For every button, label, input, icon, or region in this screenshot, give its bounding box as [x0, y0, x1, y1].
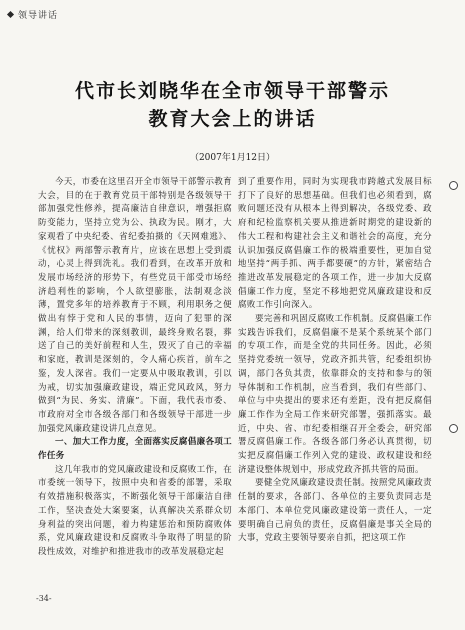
section-label-text: 领导讲话	[18, 11, 59, 21]
paragraph: 要健全党风廉政建设责任制。按照党风廉政责任制的要求，各部门、各单位的主要负责同志是本部门、本单位党风廉政建设第一责任人，一定要明确自己肩负的责任，反腐倡廉是事关全局的大事，党政主要领导要亲自抓，把这项工作	[238, 478, 433, 544]
diamond-bullet-icon	[7, 11, 14, 18]
section-heading: 一、加大工作力度，全面落实反腐倡廉各项工作任务	[38, 437, 233, 462]
speech-date: （2007年1月12日）	[189, 153, 276, 163]
title-line-2: 教育大会上的讲话	[148, 108, 317, 130]
paragraph: 要完善和巩固反腐败工作机制。反腐倡廉工作实践告诉我们，反腐倡廉不是某个系统某个部门的专项工作，而是全党的共同任务。因此，必须坚持党委统一领导，党政齐抓共管，纪委组织协调，部门各负其责，依靠群众的支持和参与的领导体制和工作机制，应当看到，我们有些部门、单位与中央提出的要求还有差距，没有把反腐倡廉工作作为全局工作来研究部署，强抓落实。最近，中央、省、市纪委相继召开全委会，研究部署反腐倡廉工作。各级各部门务必认真贯彻，切实把反腐倡廉工作列入党的建设、政权建设和经济建设整体规划中，形成党政齐抓共管的局面。	[238, 314, 433, 475]
paragraph: 这几年我市的党风廉政建设和反腐败工作，在市委统一领导下，按照中央和省委的部署，采取有效措施积极落实，不断强化领导干部廉洁自律工作，坚决查处大案要案，认真解决关系群众切身利益的突出问题，着力构建惩治和预防腐败体系，党风廉政建设和反腐败斗争取得了明显的阶段性成效，对维护和推进我市的改革发展稳定起	[38, 464, 233, 557]
title-line-1: 代市长刘晓华在全市领导干部警示	[74, 80, 390, 102]
paragraph-continued: 到了重要作用，同时为实现我市跨越式发展目标打下了良好的思想基础。但我们也必须看到，腐败问题还没有从根本上得到解决，各级党委、政府和纪检监察机关要从推进新时期党的建设新的伟大工程和构建社会主义和谐社会的高度，充分认识加强反腐倡廉工作的极端重要性，更加自觉地坚持“两手抓、两手都要硬”的方针，紧密结合推进改革发展稳定的各项工作，进一步加大反腐倡廉工作力度，坚定不移地把党风廉政建设和反腐败工作引向深入。	[238, 177, 432, 311]
page-number: -34-	[36, 594, 52, 603]
binding-hole-icon	[449, 181, 458, 190]
section-label	[8, 8, 58, 21]
right-column	[238, 176, 432, 546]
binding-hole-icon	[449, 424, 458, 433]
left-column	[38, 176, 232, 560]
paragraph: 今天，市委在这里召开全市领导干部警示教育大会，目的在于教育党员干部特别是各级领导干部加强党性修养，提高廉洁自律意识，增强拒腐防变能力，坚持立党为公、执政为民。刚才，大家观看了中央纪委、省纪委拍摄的《天网难逃》、《忧权》两部警示教育片，应该在思想上受到震动，心灵上得到洗礼。我们看到，在改革开放和发展市场经济的形势下，有些党员干部受市场经济趋利性的影响，个人欲望膨胀，法制观念淡薄，置党多年的培养教育于不顾，利用职务之便做出有悖于党和人民的事情，迈向了犯罪的深渊，给人们带来的深刻教训，最终身败名裂，葬送了自己的美好前程和人生，毁灭了自己的幸福和家庭，教训是深刻的，令人痛心疾首，前车之鉴，发人深省。我们一定要从中吸取教训，引以为戒，切实加强廉政建设，端正党风政风，努力做到“为民、务实、清廉”。下面，我代表市委、市政府对全市各级各部门和各级领导干部进一步加强党风廉政建设讲几点意见。	[38, 177, 233, 434]
